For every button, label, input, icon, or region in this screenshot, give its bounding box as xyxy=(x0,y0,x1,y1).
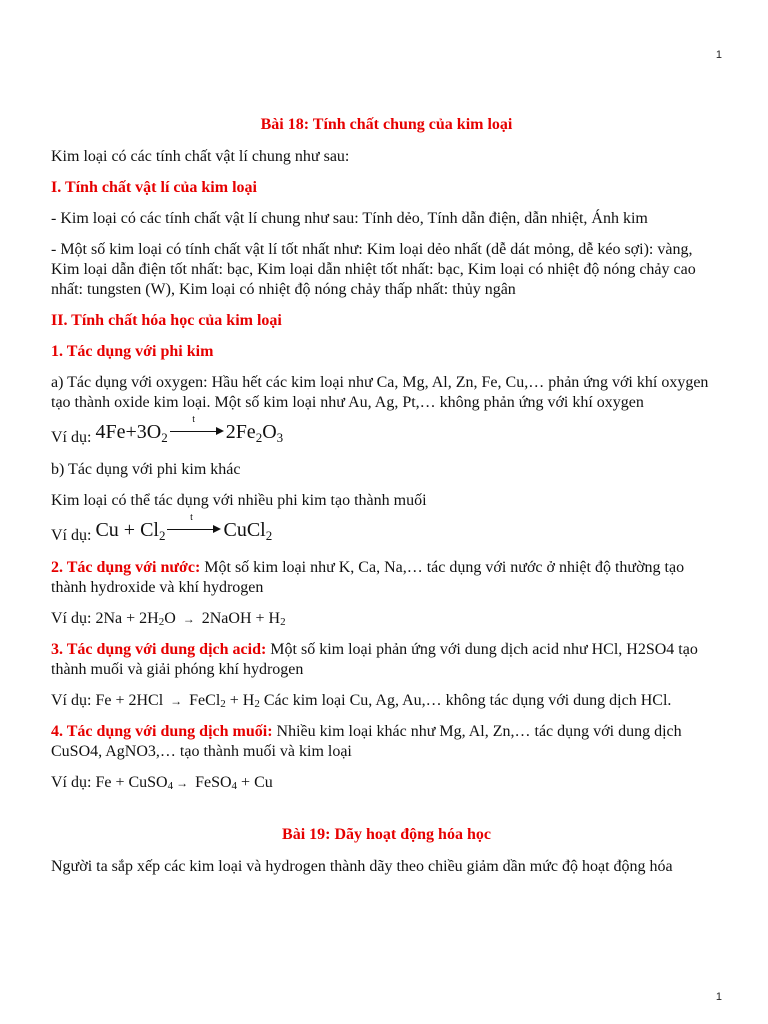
intro-text: Kim loại có các tính chất vật lí chung như sau: xyxy=(51,148,350,165)
example-label: Ví dụ: xyxy=(51,527,92,544)
document-body xyxy=(51,112,722,877)
subsection-2-example: Ví dụ: 2Na + 2H2O → 2NaOH + H2 xyxy=(51,610,286,628)
example-equation-1 xyxy=(51,414,722,448)
chemical-equation: $4Fe+3O_2$ t $2Fe_2O_3$ xyxy=(95,414,284,445)
subsection-1-heading: 1. Tác dụng với phi kim xyxy=(51,343,214,360)
arrow-icon: → xyxy=(176,776,189,790)
subsection-4-heading: 4. Tác dụng với dung dịch muối: xyxy=(51,723,273,740)
reaction-arrow-icon: t xyxy=(167,522,221,534)
lesson-19-title: Bài 19: Dãy hoạt động hóa học xyxy=(282,826,491,843)
arrow-icon: → xyxy=(170,694,183,708)
section-1-paragraph-1: - Kim loại có các tính chất vật lí chung như sau: Tính dẻo, Tính dẫn điện, dẫn nhiệt, Ánh kim xyxy=(51,210,648,227)
lesson-18-title: Bài 18: Tính chất chung của kim loại xyxy=(260,116,513,133)
lesson-19-text: Người ta sắp xếp các kim loại và hydrogen thành dãy theo chiều giảm dần mức độ hoạt động hóa xyxy=(51,858,673,875)
example-equation-2 xyxy=(51,512,722,546)
subsection-3-paragraph: 3. Tác dụng với dung dịch acid: Một số kim loại phản ứng với dung dịch acid như HCl, H2SO4 tạo thành muối và giải phóng khí hydrogen xyxy=(51,641,698,678)
section-1-heading: I. Tính chất vật lí của kim loại xyxy=(51,179,257,196)
subsection-2-heading: 2. Tác dụng với nước: xyxy=(51,559,201,576)
arrow-icon: → xyxy=(182,612,195,626)
other-nonmetal-text: Kim loại có thể tác dụng với nhiều phi kim tạo thành muối xyxy=(51,492,427,509)
section-1-paragraph-2: - Một số kim loại có tính chất vật lí tốt nhất như: Kim loại dẻo nhất (dễ dát mỏng, dễ kéo sợi): vàng, Kim loại dẫn điện tốt nhất: bạc, Kim loại dẫn nhiệt tốt nhất: bạc, Kim loại có nhiệt độ nóng chảy cao nhất: tungsten (W), Kim loại có nhiệt độ nóng chảy thấp nhất: thủy ngân xyxy=(51,241,696,298)
oxygen-reaction-text: a) Tác dụng với oxygen: Hầu hết các kim loại như Ca, Mg, Al, Zn, Fe, Cu,… phản ứng với khí oxygen tạo thành oxide kim loại. Một số kim loại như Au, Ag, Pt,… không phản ứng với khí oxygen xyxy=(51,374,709,411)
subsection-3-example: Ví dụ: Fe + 2HCl → FeCl2 + H2 Các kim loại Cu, Ag, Au,… không tác dụng với dung dịch HCl. xyxy=(51,692,672,710)
subsection-3-heading: 3. Tác dụng với dung dịch acid: xyxy=(51,641,267,658)
reaction-arrow-icon: t xyxy=(170,424,224,436)
subsection-2-paragraph: 2. Tác dụng với nước: Một số kim loại như K, Ca, Na,… tác dụng với nước ở nhiệt độ thường tạo thành hydroxide và khí hydrogen xyxy=(51,559,685,596)
example-label: Ví dụ: xyxy=(51,429,92,446)
section-2-heading: II. Tính chất hóa học của kim loại xyxy=(51,312,282,329)
page-number-top: 1 xyxy=(715,49,722,61)
chemical-equation: $Cu + Cl_2$ t CuCl$_2$ xyxy=(95,512,273,543)
subsection-4-example: Ví dụ: Fe + CuSO4 → FeSO4 + Cu xyxy=(51,774,273,792)
other-nonmetal-heading: b) Tác dụng với phi kim khác xyxy=(51,461,241,478)
page-number-bottom: 1 xyxy=(715,991,722,1003)
subsection-4-paragraph: 4. Tác dụng với dung dịch muối: Nhiều kim loại khác như Mg, Al, Zn,… tác dụng với dung dịch CuSO4, AgNO3,… tạo thành muối và kim loại xyxy=(51,723,682,760)
